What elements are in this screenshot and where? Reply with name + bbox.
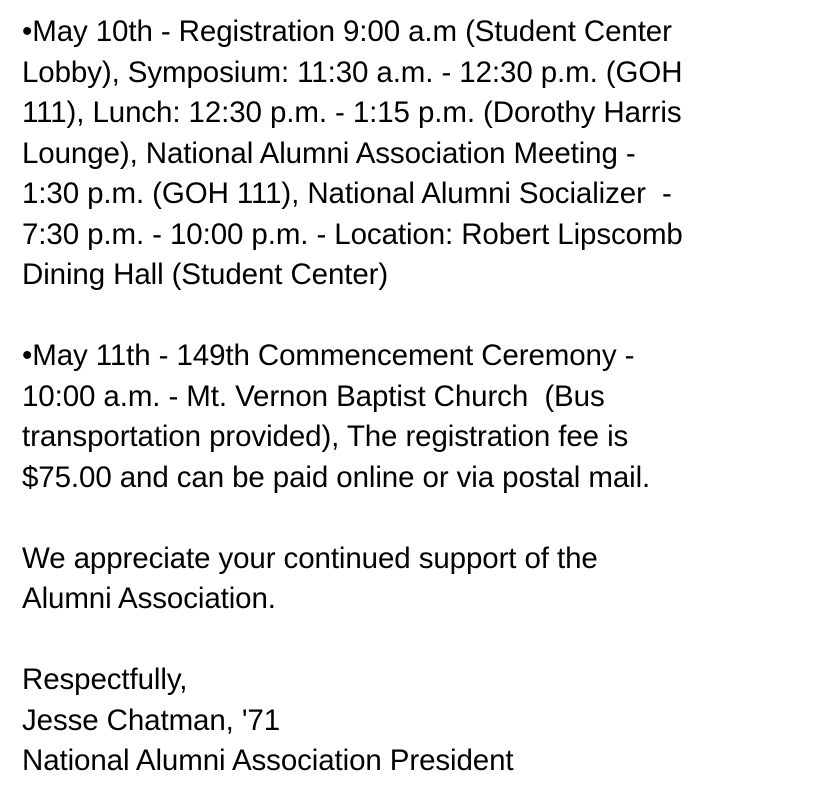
paragraph-gap bbox=[22, 620, 822, 661]
closing-line: Respectfully, bbox=[22, 663, 188, 696]
text-line: Lounge), National Alumni Association Meeting - bbox=[22, 136, 636, 170]
signature-block bbox=[22, 660, 822, 782]
schedule-may-10 bbox=[22, 12, 822, 296]
text-line: •May 11th - 149th Commencement Ceremony - bbox=[22, 339, 635, 372]
document-body bbox=[22, 12, 822, 782]
text-line: Dining Hall (Student Center) bbox=[22, 258, 389, 291]
text-line: transportation provided), The registration fee is bbox=[22, 420, 629, 453]
paragraph-gap bbox=[22, 498, 822, 539]
appreciation-note bbox=[22, 539, 822, 620]
text-line: Lobby), Symposium: 11:30 a.m. - 12:30 p.m. (GOH bbox=[22, 55, 683, 89]
signer-name: Jesse Chatman, '71 bbox=[22, 703, 280, 737]
signer-title: National Alumni Association President bbox=[22, 744, 514, 777]
text-line: •May 10th - Registration 9:00 a.m (Student Center bbox=[22, 15, 672, 48]
text-line: $75.00 and can be paid online or via postal mail. bbox=[22, 460, 651, 494]
text-line: 7:30 p.m. - 10:00 p.m. - Location: Robert Lipscomb bbox=[22, 217, 683, 251]
schedule-may-11 bbox=[22, 336, 822, 498]
text-line: 111), Lunch: 12:30 p.m. - 1:15 p.m. (Dorothy Harris bbox=[22, 96, 682, 129]
text-line: Alumni Association. bbox=[22, 582, 276, 615]
text-line: 10:00 a.m. - Mt. Vernon Baptist Church (Bus bbox=[22, 379, 605, 413]
paragraph-gap bbox=[22, 296, 822, 337]
text-line: We appreciate your continued support of the bbox=[22, 541, 598, 575]
text-line: 1:30 p.m. (GOH 111), National Alumni Socializer - bbox=[22, 177, 672, 210]
